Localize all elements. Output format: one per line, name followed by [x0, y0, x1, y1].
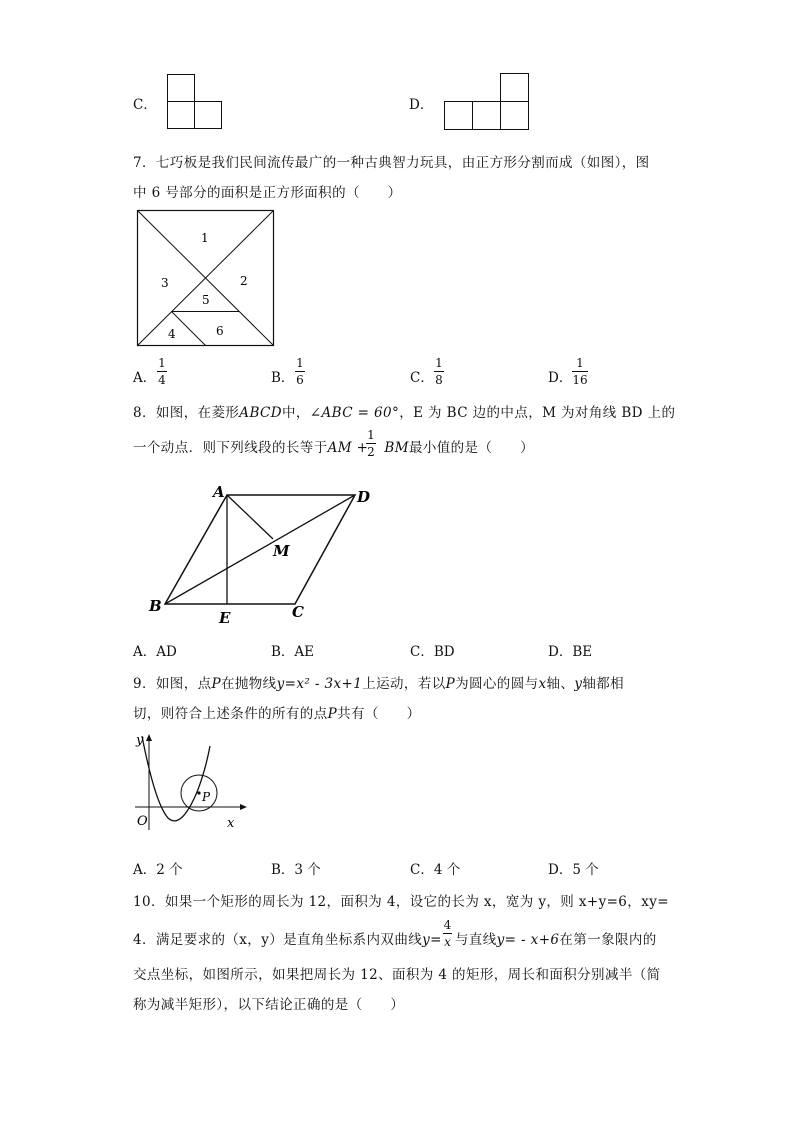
q8-label-d: D [357, 488, 371, 506]
q8-label-c: C [292, 603, 304, 621]
q8-frac-num: 1 [367, 428, 375, 442]
q8-label-a: A [213, 483, 225, 501]
q7-question-line-1: 7．七巧板是我们民间流传最广的一种古典智力玩具，由正方形分割而成（如图），图 [133, 155, 650, 171]
q6-option-c-label[interactable]: C． [133, 97, 157, 113]
q9-label-o: O [137, 814, 148, 829]
q10-fraction [443, 918, 452, 949]
q9-x-axis: x [538, 676, 547, 692]
q8-label-m: M [273, 542, 290, 560]
q7-label-6: 6 [216, 324, 224, 338]
q8-text-2a: 一个动点．则下列线段的长等于 [133, 440, 328, 456]
q8-option-b[interactable]: B．AE [271, 644, 315, 660]
q9-question-line-1 [133, 672, 624, 692]
q10-question-line-4: 称为减半矩形），以下结论正确的是（ ） [133, 997, 405, 1013]
q6-option-d-label[interactable]: D． [409, 97, 434, 113]
q9-y-axis: y [574, 676, 583, 692]
q7-question-line-2: 中 6 号部分的面积是正方形面积的（ ） [133, 185, 402, 201]
q9-text-a: 9．如图，点 [133, 676, 212, 692]
q9-parabola: y=x² - 3x+1 [276, 676, 363, 692]
q7-option-c[interactable]: C． [410, 370, 434, 386]
q10-hyperbola-lhs: y= [422, 932, 442, 948]
q10-line-eq: y= - x+6 [496, 932, 560, 948]
q7-label-1: 1 [201, 231, 209, 245]
q7-label-3: 3 [161, 276, 169, 290]
q7-label-4: 4 [168, 327, 176, 341]
q9-text-g: 为圆心的圆与 [455, 676, 539, 692]
q9-option-b[interactable]: B．3 个 [271, 862, 321, 878]
q8-question-line-2 [133, 436, 534, 456]
q10-question-line-2 [133, 928, 657, 948]
q9-option-d[interactable]: D．5 个 [548, 862, 599, 878]
q9-option-a[interactable]: A．2 个 [133, 862, 183, 878]
q9-label-p: P [202, 790, 211, 804]
q8-question-line-1 [133, 401, 675, 421]
q7-option-c-fraction: 1 8 [435, 356, 443, 387]
q7-option-a-fraction: 1 4 [158, 356, 166, 387]
q8-half-fraction [366, 428, 376, 459]
q9-text-k: 轴都相 [582, 676, 625, 692]
q9-text-2c: 共有（ ） [337, 706, 421, 722]
q7-option-d-fraction: 1 16 [572, 356, 588, 387]
q10-text-c: 与直线 [454, 932, 497, 948]
q7-tangram-figure [137, 210, 274, 347]
q9-label-x: x [227, 816, 235, 831]
q9-text-i: 轴、 [546, 676, 575, 692]
q10-frac-den: x [444, 935, 451, 949]
q6-option-c-figure[interactable] [167, 74, 223, 130]
q8-text-a: 8．如图，在菱形 [133, 405, 240, 421]
q10-frac-num: 4 [443, 918, 452, 932]
q8-rhombus-name: ABCD [239, 405, 282, 421]
q7-option-d[interactable]: D． [548, 370, 573, 386]
q10-text-a: 4．满足要求的（x，y）是直角坐标系内双曲线 [133, 932, 423, 948]
q6-option-d-figure[interactable] [444, 73, 530, 131]
q8-option-a[interactable]: A．AD [133, 644, 177, 660]
q7-option-b-fraction: 1 6 [296, 356, 304, 387]
q8-option-d[interactable]: D．BE [548, 644, 593, 660]
q8-text-c: 中， [281, 405, 310, 421]
q7-label-2: 2 [240, 274, 248, 288]
q9-option-c[interactable]: C．4 个 [410, 862, 461, 878]
q8-rhombus-figure [145, 483, 380, 628]
q8-text-e: ，E 为 BC 边的中点，M 为对角线 BD 上的 [399, 405, 676, 421]
q9-text-e: 上运动，若以 [362, 676, 446, 692]
q8-option-c[interactable]: C．BD [410, 644, 455, 660]
q8-text-2d: 最小值的是（ ） [408, 440, 535, 456]
q8-expr-am: AM + [327, 440, 369, 456]
q8-angle: ∠ABC = 60° [309, 405, 400, 421]
q8-expr-bm: BM [384, 440, 409, 456]
q7-option-a[interactable]: A． [133, 370, 157, 386]
q7-option-b[interactable]: B． [271, 370, 295, 386]
q10-question-line-3: 交点坐标，如图所示，如果把周长为 12、面积为 4 的矩形，周长和面积分别减半（简 [133, 967, 661, 983]
q9-point-p-3: P [327, 706, 338, 722]
q9-label-y: y [136, 733, 144, 748]
q9-text-2a: 切，则符合上述条件的所有的点 [133, 706, 328, 722]
q9-parabola-figure [133, 730, 248, 835]
q9-point-p: P [211, 676, 221, 692]
q10-text-e: 在第一象限内的 [559, 932, 657, 948]
q9-point-p-2: P [445, 676, 456, 692]
q9-question-line-2 [133, 702, 421, 722]
q8-frac-den: 2 [367, 445, 375, 459]
q10-question-line-1: 10．如果一个矩形的周长为 12，面积为 4，设它的长为 x，宽为 y，则 x+y=6，xy= [133, 894, 669, 910]
q7-label-5: 5 [202, 293, 210, 307]
q9-text-c: 在抛物线 [220, 676, 277, 692]
q8-label-b: B [149, 597, 162, 615]
q8-label-e: E [219, 609, 231, 627]
